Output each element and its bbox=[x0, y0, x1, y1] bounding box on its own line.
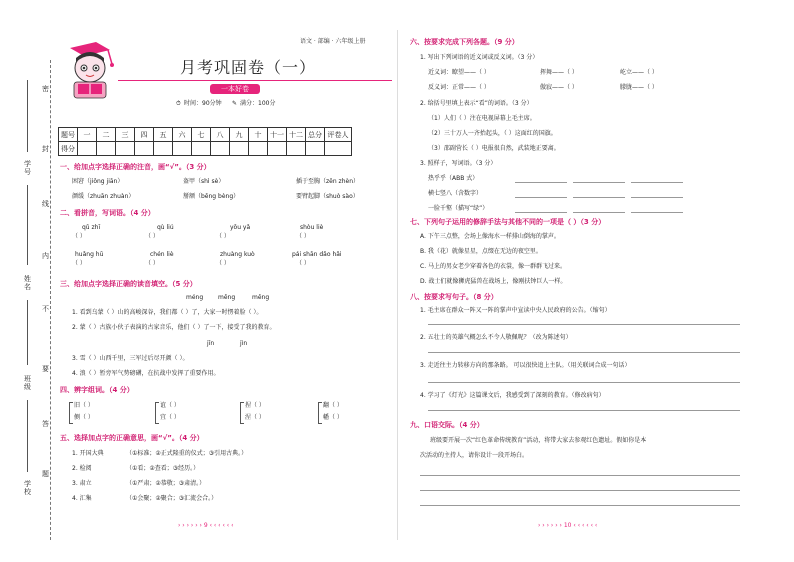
s3-question[interactable]: 3. 雪（ ）山西千里，三军过后尽开颜（ ）。 bbox=[72, 355, 189, 362]
badge-label: 一本好卷 bbox=[210, 84, 260, 94]
score-table-header: 十二 bbox=[287, 128, 306, 142]
s4-bracket bbox=[318, 402, 322, 424]
s1-item[interactable]: 困窘（jiǒng jiān） bbox=[72, 178, 124, 185]
score-table-header: 十一 bbox=[268, 128, 287, 142]
answer-blank[interactable]: （ ） bbox=[296, 233, 310, 240]
label-xuehao: 学号 bbox=[24, 160, 31, 176]
answer-line[interactable] bbox=[631, 197, 683, 198]
pinyin: qù liú bbox=[157, 224, 174, 231]
s6-syn[interactable]: 挥舞——（ ） bbox=[540, 69, 578, 76]
s7-option-b[interactable]: B. 我（花）就像星星，点缀在无边的夜空里。 bbox=[420, 248, 542, 255]
s6-q2-item[interactable]: （2）三十万人一齐抬起头，（ ）这面红的国旗。 bbox=[428, 130, 557, 137]
s6-syn[interactable]: 屹立——（ ） bbox=[620, 69, 658, 76]
score-table bbox=[58, 127, 352, 156]
s3-option: jīn bbox=[207, 340, 215, 347]
s4-item[interactable]: 翻（ ） bbox=[323, 402, 343, 409]
s9-text: 班级要开展一次“红色革命传统教育”活动，将带大家去参观红色遗址。假如你是本 bbox=[430, 437, 647, 444]
answer-line[interactable] bbox=[515, 197, 567, 198]
section-9-title: 九、口语交际。（4 分） bbox=[410, 421, 484, 429]
section-4-title: 四、辨字组词。（4 分） bbox=[60, 386, 134, 394]
pinyin: shòu liè bbox=[300, 224, 324, 231]
answer-blank[interactable]: （ ） bbox=[216, 260, 230, 267]
answer-line[interactable] bbox=[573, 197, 625, 198]
score-cell[interactable] bbox=[287, 142, 306, 156]
score-cell[interactable] bbox=[192, 142, 211, 156]
score-table-header: 四 bbox=[135, 128, 154, 142]
time-label: 时间：90分钟 bbox=[184, 100, 222, 107]
binding-cut-line bbox=[50, 60, 51, 540]
answer-line[interactable] bbox=[631, 182, 683, 183]
pinyin: yōu yǎ bbox=[230, 224, 251, 231]
s4-bracket bbox=[240, 402, 244, 424]
s3-question[interactable]: 1. 看到乌蒙（ ）山的高峻深谷，我们都（ ）了，大家一时愣着脸（ ）。 bbox=[72, 309, 263, 316]
pinyin: zhuàng kuò bbox=[220, 251, 255, 258]
s6-q3-item: 热乎乎（ABB 式） bbox=[428, 175, 479, 182]
pinyin: pái shān dǎo hǎi bbox=[292, 251, 342, 258]
s6-q1: 1. 写出下列词语的近义词或反义词。（3 分） bbox=[420, 54, 539, 61]
section-7-title: 七、下列句子运用的修辞手法与其他不同的一项是（ ）（3 分） bbox=[410, 218, 606, 226]
s4-item[interactable]: 谊（ ） bbox=[160, 402, 180, 409]
binding-nei: 内 bbox=[42, 252, 49, 260]
s6-q2-item[interactable]: （3）邵副营长（ ）电报很自然，武装地正要离。 bbox=[428, 145, 560, 152]
s4-item[interactable]: 幡（ ） bbox=[323, 414, 343, 421]
answer-blank[interactable]: （ ） bbox=[72, 233, 86, 240]
score-row-label: 得分 bbox=[59, 142, 78, 156]
answer-blank[interactable]: （ ） bbox=[145, 260, 159, 267]
answer-blank[interactable]: （ ） bbox=[216, 233, 230, 240]
binding-ti: 题 bbox=[42, 470, 49, 478]
pinyin: chén liè bbox=[150, 251, 174, 258]
s4-item[interactable]: 涅（ ） bbox=[245, 414, 265, 421]
score-cell[interactable] bbox=[97, 142, 116, 156]
s3-option: méng bbox=[186, 294, 204, 301]
answer-line[interactable] bbox=[428, 410, 740, 411]
score-cell[interactable] bbox=[306, 142, 325, 156]
score-table-header: 五 bbox=[154, 128, 173, 142]
score-table-header: 一 bbox=[78, 128, 97, 142]
page-divider bbox=[397, 30, 398, 540]
s5-options[interactable]: （①严肃；②恭敬；③肃清。） bbox=[126, 480, 206, 487]
s5-word: 1. 开国大典 bbox=[72, 450, 104, 457]
section-5-title: 五、选择加点字的正确意思，画“√”。（4 分） bbox=[60, 434, 204, 442]
section-8-title: 八、按要求写句子。（8 分） bbox=[410, 293, 498, 301]
s6-ant[interactable]: 傲寂——（ ） bbox=[540, 84, 578, 91]
answer-line[interactable] bbox=[631, 212, 683, 213]
s4-item[interactable]: 旧（ ） bbox=[74, 402, 94, 409]
score-table-header: 题号 bbox=[59, 128, 78, 142]
s6-q3-item: 横七竖八（含数字） bbox=[428, 190, 483, 197]
s6-q3-item: 一脸千壑（描写“绿”） bbox=[428, 205, 489, 212]
s7-option-c[interactable]: C. 马上的男女老少穿着各色的衣裳，像一群群飞过来。 bbox=[420, 263, 567, 270]
s7-option-a[interactable]: A. 下午三点整，会场上像海水一样排山倒海的掌声。 bbox=[420, 233, 560, 240]
s7-option-d[interactable]: D. 战士们就像狮虎猛兽在战场上，像刚扶钟巨人一样。 bbox=[420, 278, 567, 285]
score-table-header: 八 bbox=[211, 128, 230, 142]
field-xuehao[interactable] bbox=[27, 80, 28, 152]
field-xuexiao[interactable] bbox=[27, 400, 28, 472]
title-underline bbox=[118, 80, 392, 81]
binding-feng: 封 bbox=[42, 145, 49, 153]
answer-line[interactable] bbox=[420, 505, 740, 506]
page-title: 月考巩固卷（一） bbox=[180, 58, 317, 77]
s8-question: 1. 毛主席在群众一阵又一阵的掌声中宣读中央人民政府的公告。（缩句） bbox=[420, 307, 611, 314]
page-number-left: › › › › › › 9 ‹ ‹ ‹ ‹ ‹ ‹ bbox=[178, 522, 234, 529]
field-xingming[interactable] bbox=[27, 185, 28, 265]
s4-item[interactable]: 侧（ ） bbox=[74, 414, 94, 421]
score-cell[interactable] bbox=[325, 142, 352, 156]
pinyin: huǎng hū bbox=[75, 251, 104, 258]
s6-ant[interactable]: 反义词：正常——（ ） bbox=[428, 84, 490, 91]
subject-label: 语文 · 部编 · 六年级上册 bbox=[300, 38, 366, 45]
s3-question[interactable]: 4. 浪（ ）暂旁军气势磅礴，在抗战中发挥了重要作用。 bbox=[72, 370, 220, 377]
score-table-header-row bbox=[59, 128, 352, 142]
s6-syn[interactable]: 近义词：瞭望——（ ） bbox=[428, 69, 490, 76]
s5-word: 3. 肃立 bbox=[72, 480, 92, 487]
answer-line[interactable] bbox=[420, 475, 740, 476]
score-table-header: 三 bbox=[116, 128, 135, 142]
answer-line[interactable] bbox=[428, 324, 740, 325]
s1-item[interactable]: 插于至胸（zěn zhèn） bbox=[296, 178, 359, 185]
answer-line[interactable] bbox=[515, 182, 567, 183]
score-cell[interactable] bbox=[173, 142, 192, 156]
clock-icon: ⏱ bbox=[176, 100, 181, 107]
section-2-title: 二、看拼音，写词语。（4 分） bbox=[60, 209, 155, 217]
s6-q3: 3. 照样子，写词语。（3 分） bbox=[420, 160, 497, 167]
answer-line[interactable] bbox=[573, 182, 625, 183]
binding-bu: 不 bbox=[42, 305, 49, 313]
score-table-header: 十 bbox=[249, 128, 268, 142]
binding-xian: 线 bbox=[42, 200, 49, 208]
s5-options[interactable]: （①会聚；②聚合；③汇流会合。） bbox=[126, 495, 218, 502]
s5-options[interactable]: （①看；②查看；③经历。） bbox=[126, 465, 200, 472]
score-icon: ✎ bbox=[232, 100, 238, 107]
s5-word: 4. 汇集 bbox=[72, 495, 92, 502]
score-table-header: 总分 bbox=[306, 128, 325, 142]
score-cell[interactable] bbox=[230, 142, 249, 156]
s9-text: 次活动的主持人，请你设计一段开场白。 bbox=[420, 452, 529, 459]
section-3-title: 三、给加点字选择正确的读音填空。（5 分） bbox=[60, 280, 197, 288]
s5-word: 2. 检阅 bbox=[72, 465, 92, 472]
s3-option: měng bbox=[252, 294, 270, 301]
answer-blank[interactable]: （ ） bbox=[145, 233, 159, 240]
s3-option: jìn bbox=[240, 340, 248, 347]
answer-line[interactable] bbox=[428, 382, 740, 383]
s6-q2-item[interactable]: （1）人们（ ）注在电视屏幕上毛主席。 bbox=[428, 115, 536, 122]
score-cell[interactable] bbox=[116, 142, 135, 156]
section-1-title: 一、给加点字选择正确的注音，画“√”。（3 分） bbox=[60, 163, 211, 171]
answer-line[interactable] bbox=[428, 352, 740, 353]
full-score-label: 满分：100分 bbox=[240, 100, 276, 107]
section-6-title: 六、按要求完成下列各题。（9 分） bbox=[410, 38, 519, 46]
label-xingming: 姓名 bbox=[24, 275, 31, 291]
score-table-header: 评卷人 bbox=[325, 128, 352, 142]
s6-ant[interactable]: 朦胧——（ ） bbox=[620, 84, 658, 91]
s4-item[interactable]: 宜（ ） bbox=[160, 414, 180, 421]
mascot-reading-icon bbox=[60, 38, 122, 100]
s4-item[interactable]: 捏（ ） bbox=[245, 402, 265, 409]
answer-blank[interactable]: （ ） bbox=[296, 260, 310, 267]
s8-question: 4. 学习了《灯光》这篇课文后，我感受到了深刻的教育。（修改病句） bbox=[420, 392, 605, 399]
score-cell[interactable] bbox=[135, 142, 154, 156]
score-table-row bbox=[59, 142, 352, 156]
s1-item[interactable]: 掰额（bēng bèng） bbox=[183, 193, 240, 200]
answer-line[interactable] bbox=[573, 212, 625, 213]
s4-bracket bbox=[155, 402, 159, 424]
score-cell[interactable] bbox=[78, 142, 97, 156]
binding-mi: 密 bbox=[42, 85, 49, 93]
s4-bracket bbox=[69, 402, 73, 424]
s6-q2: 2. 给括号里填上表示“看”的词语。（3 分） bbox=[420, 100, 533, 107]
page-number-right: › › › › › › 10 ‹ ‹ ‹ ‹ ‹ ‹ bbox=[538, 522, 598, 529]
label-banji: 班级 bbox=[24, 375, 31, 391]
s3-question[interactable]: 2. 蒙（ ）古族小伙子表演的古家音乐，他们（ ）了一下，接受了我的教育。 bbox=[72, 324, 276, 331]
answer-line[interactable] bbox=[420, 490, 740, 491]
binding-da: 答 bbox=[42, 420, 49, 428]
score-cell[interactable] bbox=[154, 142, 173, 156]
pinyin: qǔ zhī bbox=[82, 224, 101, 231]
score-cell[interactable] bbox=[268, 142, 287, 156]
score-cell[interactable] bbox=[211, 142, 230, 156]
s8-question: 2. 五壮士的英雄气概怎么不令人敬佩呢？（改为陈述句） bbox=[420, 334, 572, 341]
s1-item[interactable]: 盔甲（shì sè） bbox=[183, 178, 225, 185]
score-cell[interactable] bbox=[249, 142, 268, 156]
answer-line[interactable] bbox=[515, 212, 567, 213]
score-table-header: 二 bbox=[97, 128, 116, 142]
s5-options[interactable]: （①标准；②正式隆重的仪式；③引用古典。） bbox=[126, 450, 248, 457]
field-banji[interactable] bbox=[27, 300, 28, 365]
s1-item[interactable]: 颜缓（zhuān zhuàn） bbox=[72, 193, 135, 200]
score-table-header: 七 bbox=[192, 128, 211, 142]
score-table-header: 六 bbox=[173, 128, 192, 142]
s8-question: 3. 走近往主力转移方向的那条路。 可以很快追上主队。（用关联词合成一句话） bbox=[420, 362, 631, 369]
score-table-header: 九 bbox=[230, 128, 249, 142]
binding-yao: 要 bbox=[42, 365, 49, 373]
answer-blank[interactable]: （ ） bbox=[72, 260, 86, 267]
s3-option: mēng bbox=[218, 294, 236, 301]
s1-item[interactable]: 要臂起脚（shuò sào） bbox=[296, 193, 359, 200]
label-xuexiao: 学校 bbox=[24, 480, 31, 496]
